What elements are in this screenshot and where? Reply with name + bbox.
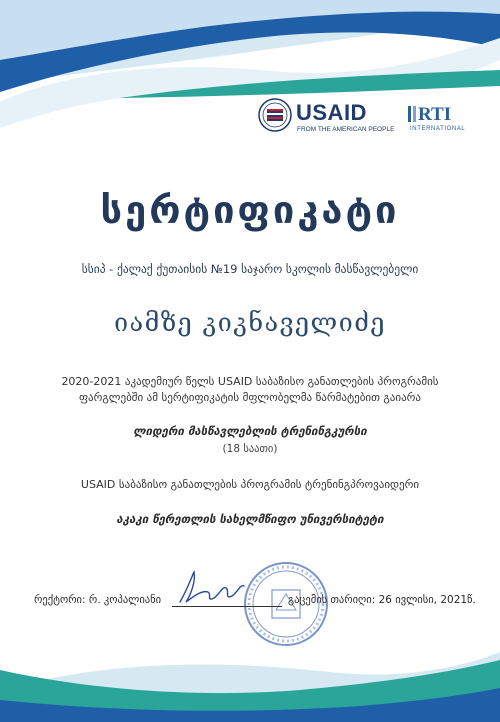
usaid-tagline: FROM THE AMERICAN PEOPLE <box>297 126 395 133</box>
provider-line: USAID საბაზისო განათლების პროგრამის ტრენინგპროვაიდერი <box>80 478 420 491</box>
usaid-seal-icon <box>258 98 292 132</box>
body-line-1: 2020-2021 აკადემიურ წელს USAID საბაზისო განათლების პროგრამის <box>61 375 439 388</box>
body-line-2: ფარგლებში ამ სერტიფიკატის მფლობელმა წარმატებით გაიარა <box>78 391 422 404</box>
course-hours: (18 საათი) <box>222 443 278 455</box>
rti-wordmark: RTI <box>418 104 452 125</box>
recipient-name: იამზე კიკნაველიძე <box>114 308 386 337</box>
course-name: ლიდერი მასწავლებლის ტრენინგკურსი <box>133 424 367 438</box>
rector-signature-icon <box>170 568 280 608</box>
rti-tagline: INTERNATIONAL <box>410 126 466 132</box>
rti-mark-icon <box>408 104 418 124</box>
university-name: აკაკი წერეთლის სახელმწიფო უნივერსიტეტი <box>116 512 384 526</box>
recipient-role: სსიპ - ქალაქ ქუთაისის №19 საჯარო სკოლის მასწავლებელი <box>81 262 419 276</box>
certificate-title: სერტიფიკატი <box>100 188 400 232</box>
signature-line <box>172 606 282 607</box>
rector-signer: რექტორი: რ. კოპალიანი <box>34 594 162 606</box>
issue-date: გაცემის თარიღი: 26 ივლისი, 2021წ. <box>288 594 476 606</box>
usaid-wordmark: USAID <box>296 100 367 125</box>
